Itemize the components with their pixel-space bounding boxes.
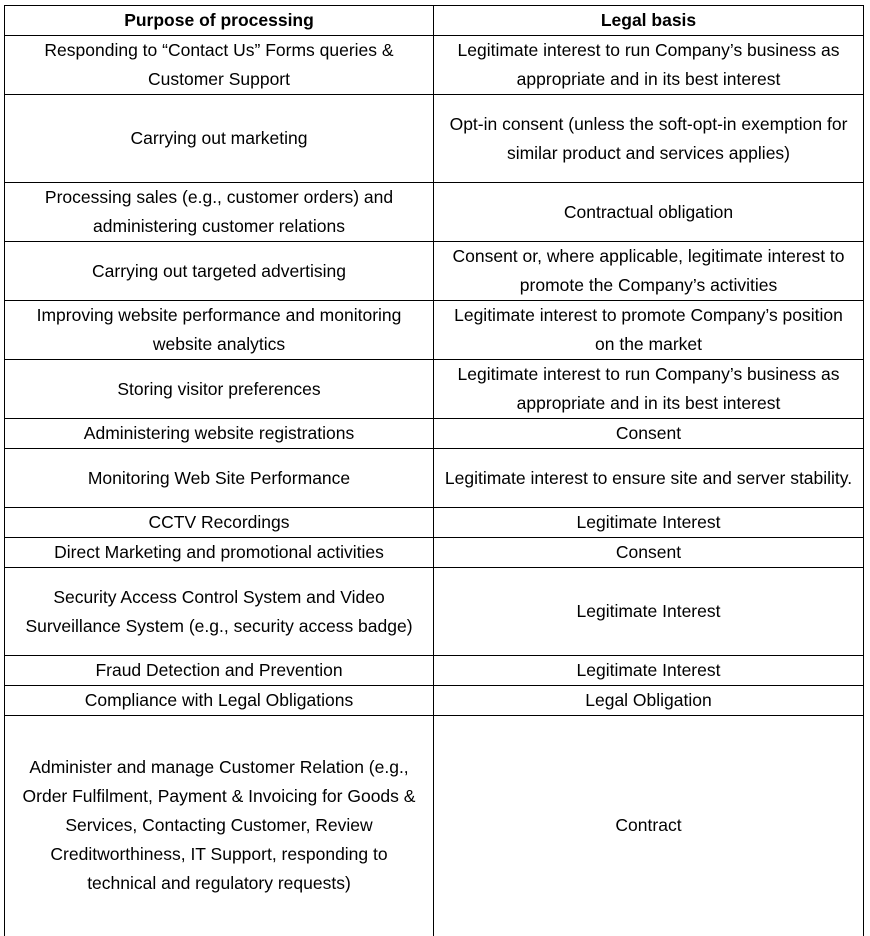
- legal-basis-cell: Contractual obligation: [434, 183, 864, 242]
- table-row: [5, 242, 864, 301]
- legal-basis-cell: Consent or, where applicable, legitimate interest to promote the Company’s activities: [434, 242, 864, 301]
- legal-basis-cell: Legitimate interest to ensure site and server stability.: [434, 449, 864, 508]
- table-row: [5, 183, 864, 242]
- purpose-cell: Monitoring Web Site Performance: [5, 449, 434, 508]
- table-row: [5, 419, 864, 449]
- header-legal-basis: Legal basis: [434, 6, 864, 36]
- purpose-cell: Administering website registrations: [5, 419, 434, 449]
- table-row: [5, 301, 864, 360]
- table-row: [5, 538, 864, 568]
- table-row: [5, 508, 864, 538]
- purpose-cell: Fraud Detection and Prevention: [5, 656, 434, 686]
- purpose-cell: Carrying out marketing: [5, 95, 434, 183]
- table-row: [5, 95, 864, 183]
- purpose-cell: Administer and manage Customer Relation (e.g., Order Fulfilment, Payment & Invoicing for Goods & Services, Contacting Customer, Review Creditworthiness, IT Support, responding to technical and regulatory requests): [5, 716, 434, 936]
- legal-basis-cell: Legitimate interest to run Company’s business as appropriate and in its best interest: [434, 360, 864, 419]
- purpose-cell: Compliance with Legal Obligations: [5, 686, 434, 716]
- legal-basis-cell: Consent: [434, 538, 864, 568]
- purpose-cell: Responding to “Contact Us” Forms queries & Customer Support: [5, 36, 434, 95]
- legal-basis-table: [4, 5, 864, 936]
- legal-basis-cell: Consent: [434, 419, 864, 449]
- table-row: [5, 36, 864, 95]
- table-header-row: [5, 6, 864, 36]
- legal-basis-cell: Opt-in consent (unless the soft-opt-in exemption for similar product and services applies): [434, 95, 864, 183]
- header-purpose: Purpose of processing: [5, 6, 434, 36]
- table-row: [5, 449, 864, 508]
- purpose-cell: Improving website performance and monitoring website analytics: [5, 301, 434, 360]
- purpose-cell: Security Access Control System and Video Surveillance System (e.g., security access badge): [5, 568, 434, 656]
- legal-basis-cell: Legitimate Interest: [434, 568, 864, 656]
- purpose-cell: Carrying out targeted advertising: [5, 242, 434, 301]
- purpose-cell: Processing sales (e.g., customer orders) and administering customer relations: [5, 183, 434, 242]
- legal-basis-cell: Legitimate interest to run Company’s business as appropriate and in its best interest: [434, 36, 864, 95]
- legal-basis-cell: Legal Obligation: [434, 686, 864, 716]
- table-row: [5, 360, 864, 419]
- table-row: [5, 716, 864, 936]
- purpose-cell: Direct Marketing and promotional activities: [5, 538, 434, 568]
- legal-basis-cell: Legitimate interest to promote Company’s position on the market: [434, 301, 864, 360]
- legal-basis-cell: Legitimate Interest: [434, 656, 864, 686]
- legal-basis-cell: Legitimate Interest: [434, 508, 864, 538]
- purpose-cell: CCTV Recordings: [5, 508, 434, 538]
- table-row: [5, 686, 864, 716]
- table-row: [5, 568, 864, 656]
- purpose-cell: Storing visitor preferences: [5, 360, 434, 419]
- legal-basis-cell: Contract: [434, 716, 864, 936]
- table-row: [5, 656, 864, 686]
